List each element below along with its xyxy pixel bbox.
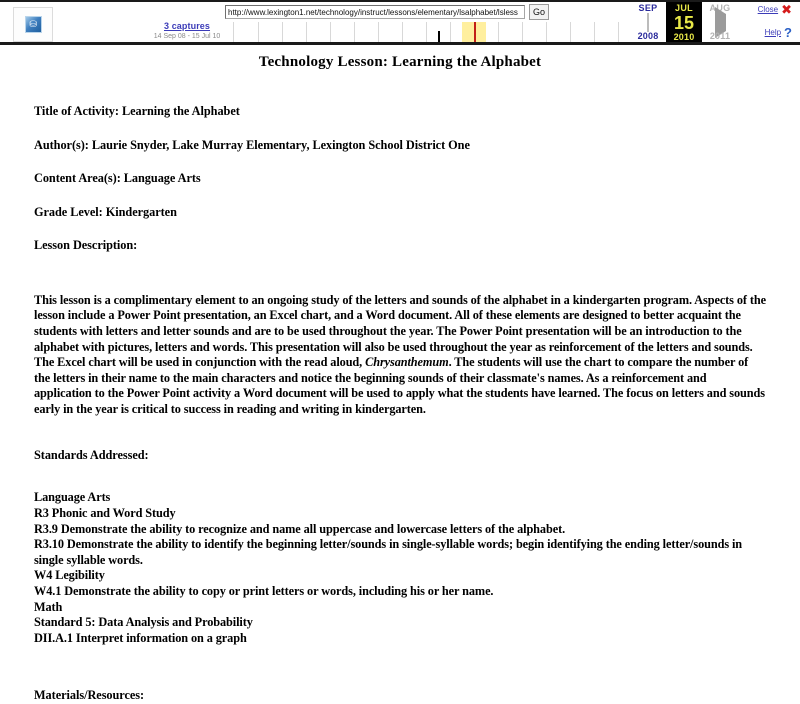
lesson-description-heading: Lesson Description: [34, 238, 138, 252]
current-day-label: 15 [673, 13, 695, 33]
timeline-capture-marker[interactable] [438, 31, 440, 44]
standard-line: R3.10 Demonstrate the ability to identify the beginning letter/sounds in single-syllable words; begin identifying the ending letter/sounds in single syllable words. [34, 537, 743, 567]
date-selector [630, 2, 738, 44]
field-grade-level: Grade Level: Kindergarten [34, 204, 177, 219]
field-title-of-activity: Title of Activity: Learning the Alphabet [34, 104, 240, 118]
document-body [0, 71, 800, 704]
timeline-tick [618, 22, 619, 44]
current-capture-date[interactable] [666, 2, 702, 44]
lesson-description-paragraph [34, 293, 766, 418]
timeline-tick [450, 22, 451, 44]
standard-line: W4 Legibility [34, 568, 105, 583]
page-title: Technology Lesson: Learning the Alphabet [258, 54, 542, 70]
close-label[interactable]: Close [757, 5, 779, 14]
lesson-description-book-title: Chrysanthemum [365, 355, 449, 370]
standard-line: W4.1 Demonstrate the ability to copy or print letters or words, including his or her name. [34, 583, 494, 598]
current-month-label: JUL [675, 3, 693, 13]
standards-list [34, 490, 766, 646]
timeline-tick [594, 22, 595, 44]
standard-line: Standard 5: Data Analysis and Probability [34, 615, 253, 630]
field-content-areas: Content Area(s): Language Arts [34, 171, 201, 185]
archived-page [0, 54, 800, 704]
standard-line: Math [34, 599, 63, 614]
captures-summary[interactable] [141, 21, 233, 41]
timeline-tick [546, 22, 547, 44]
lesson-description-text-part2: . The students will use the chart to compare the number of the letters in their name to the main characters and notice the beginning sounds of their classmate's names. As a reinforcement and application to the Power Point activity a Word document will be used to apply what the students have learned. The focus on letters and sounds early in the year is critical to success in reading and writing in kindergarten. [34, 355, 765, 416]
wayback-machine-logo-icon: ⛁ [25, 16, 42, 33]
timeline-tick [522, 22, 523, 44]
help-question-icon[interactable]: ? [784, 25, 792, 40]
standard-line: R3.9 Demonstrate the ability to recognize and name all uppercase and lowercase letters of the alphabet. [34, 521, 566, 536]
next-year-label: 2011 [709, 31, 731, 41]
timeline-tick [306, 22, 307, 44]
captures-count-link[interactable]: 3 captures [163, 21, 211, 31]
standard-line: DII.A.1 Interpret information on a graph [34, 630, 247, 645]
previous-capture-year[interactable] [630, 2, 666, 44]
timeline-tick [498, 22, 499, 44]
prev-year-label: 2008 [637, 31, 659, 41]
timeline-tick [570, 22, 571, 44]
next-capture-year[interactable] [702, 2, 738, 44]
wayback-machine-toolbar [0, 0, 800, 45]
help-label[interactable]: Help [764, 28, 782, 37]
timeline-tick [426, 22, 427, 44]
captures-date-range: 14 Sep 08 - 15 Jul 10 [153, 33, 221, 40]
help-button[interactable] [765, 27, 792, 38]
timeline-tick [402, 22, 403, 44]
current-year-label: 2010 [673, 32, 695, 42]
standards-heading: Standards Addressed: [34, 447, 149, 462]
capture-timeline[interactable] [233, 22, 626, 44]
timeline-tick [258, 22, 259, 44]
wayback-logo-button[interactable] [13, 7, 53, 42]
standard-line: R3 Phonic and Word Study [34, 505, 176, 520]
close-toolbar-button[interactable] [758, 4, 792, 15]
prev-day-box-icon [647, 13, 649, 32]
url-bar [225, 4, 549, 20]
timeline-current-capture-marker[interactable] [474, 22, 476, 44]
next-month-label: AUG [709, 3, 731, 13]
timeline-tick [378, 22, 379, 44]
prev-month-label: SEP [638, 3, 658, 13]
materials-heading: Materials/Resources: [34, 688, 145, 703]
close-x-icon[interactable]: ✖ [781, 2, 792, 17]
timeline-tick [354, 22, 355, 44]
standard-line: Language Arts [34, 490, 111, 505]
lesson-description-text-part1: This lesson is a complimentary element to an ongoing study of the letters and sounds of the alphabet in a kindergarten program. Aspects of the lesson include a Power Point presentation, an Excel chart, and a Word document. All of these elements are designed to better acquaint the students with letters and letter sounds and are to be used throughout the year. The Power Point presentation will be an introduction to the alphabet with pictures, letters and words. This presentation will also be used throughout the year as reinforcement of the letters and sounds. The Excel chart will be used in conjunction with the read aloud, [34, 292, 766, 370]
timeline-tick [282, 22, 283, 44]
timeline-tick [330, 22, 331, 44]
field-authors: Author(s): Laurie Snyder, Lake Murray Elementary, Lexington School District One [34, 137, 470, 152]
url-input[interactable] [225, 5, 525, 19]
go-button[interactable]: Go [529, 4, 549, 20]
